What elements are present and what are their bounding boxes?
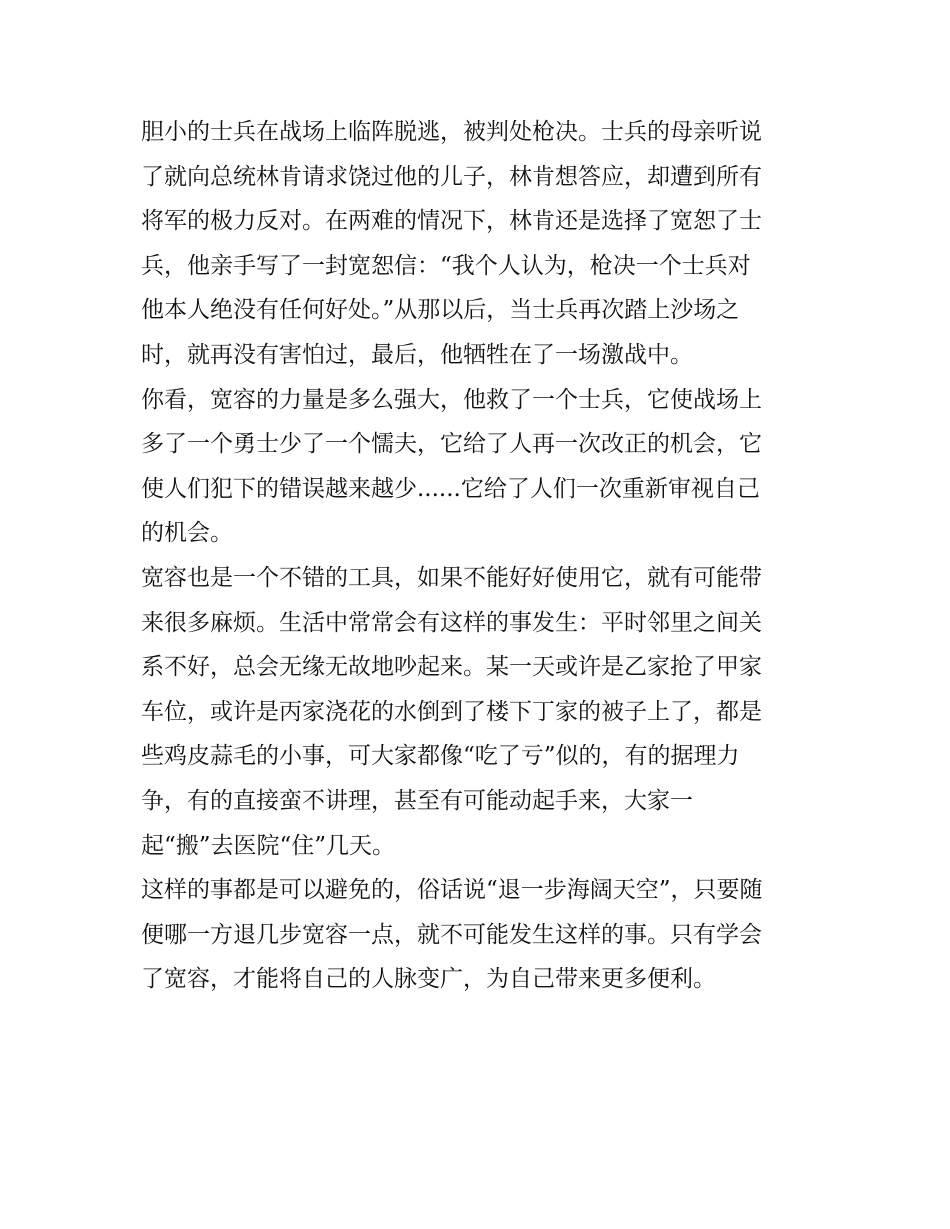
text-line: 的机会。 — [141, 520, 233, 547]
text-line: 便哪一方退几步宽容一点，就不可能发生这样的事。只有学会 — [141, 921, 762, 948]
text-line: 了宽容，才能将自己的人脉变广，为自己带来更多便利。 — [141, 966, 716, 993]
text-line: 了就向总统林肯请求饶过他的儿子，林肯想答应，却遭到所有 — [141, 163, 762, 190]
text-line: 起“搬”去医院“住”几天。 — [141, 832, 396, 859]
text-line: 你看，宽容的力量是多么强大，他救了一个士兵，它使战场上 — [141, 386, 762, 413]
text-line: 些鸡皮蒜毛的小事，可大家都像“吃了亏”似的，有的据理力 — [141, 743, 740, 770]
paragraph-4 — [141, 868, 821, 1002]
text-line: 车位，或许是丙家浇花的水倒到了楼下丁家的被子上了，都是 — [141, 698, 762, 725]
text-line: 将军的极力反对。在两难的情况下，林肯还是选择了宽恕了士 — [141, 208, 762, 235]
text-line: 这样的事都是可以避免的，俗话说“退一步海阔天空”，只要随 — [141, 877, 763, 904]
text-line: 胆小的士兵在战场上临阵脱逃，被判处枪决。士兵的母亲听说 — [141, 119, 762, 145]
text-line: 系不好，总会无缘无故地吵起来。某一天或许是乙家抢了甲家 — [141, 654, 762, 681]
paragraph-2 — [141, 378, 821, 556]
text-line: 宽容也是一个不错的工具，如果不能好好使用它，就有可能带 — [141, 564, 762, 591]
text-line: 时，就再没有害怕过，最后，他牺牲在了一场激战中。 — [141, 341, 693, 368]
text-line: 多了一个勇士少了一个懦夫，它给了人再一次改正的机会，它 — [141, 431, 762, 458]
text-line: 他本人绝没有任何好处。”从那以后，当士兵再次踏上沙场之 — [141, 297, 740, 324]
paragraph-3 — [141, 556, 821, 868]
text-line: 争，有的直接蛮不讲理，甚至有可能动起手来，大家一 — [141, 787, 693, 814]
text-line: 使人们犯下的错误越来越少......它给了人们一次重新审视自己 — [141, 475, 760, 502]
text-line: 来很多麻烦。生活中常常会有这样的事发生：平时邻里之间关 — [141, 609, 762, 636]
text-line: 兵，他亲手写了一封宽恕信：“我个人认为，枪决一个士兵对 — [141, 252, 751, 279]
paragraph-1 — [141, 110, 821, 378]
document-body — [141, 110, 821, 1002]
